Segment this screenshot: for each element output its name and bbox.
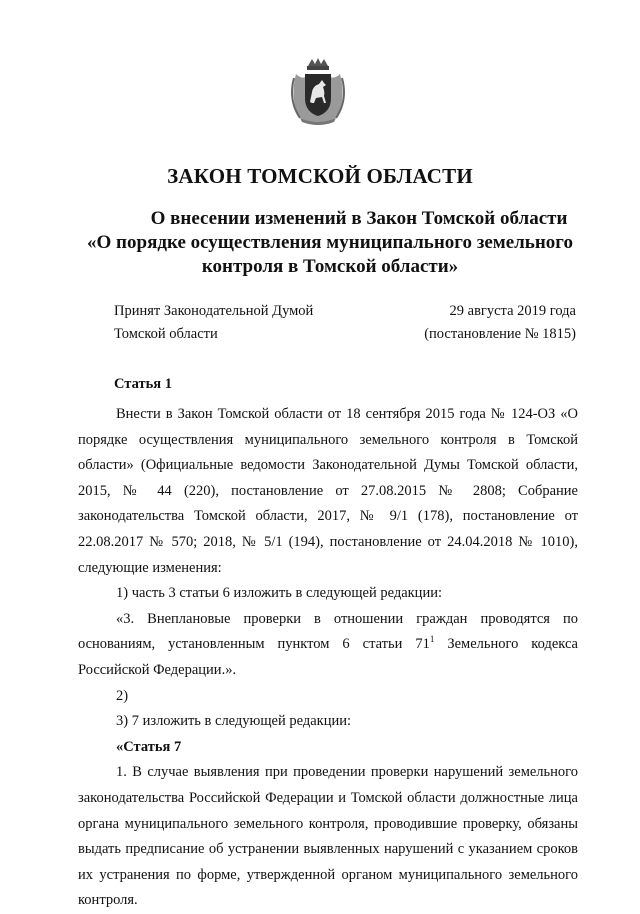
superscript: 1 [429, 634, 435, 645]
article-intro: Внести в Закон Томской области от 18 сентября 2015 года № 124-ОЗ «О порядке осуществления муниципального земельного контроля в Томской области» (Официальные ведомости Законодательной Думы Томской области, 2015, № 44 (220), постановление от 27.08.2015 № 2808; Собрание законодательства Томской области, 2017, № 9/1 (178), постановление от 22.08.2017 № 570; 2018, № 5/1 (194), постановление от 24.04.2018 № 1010), следующие изменения: [78, 406, 578, 576]
subtitle-line: О внесении изменений в Закон Томской области [150, 208, 568, 229]
adopted-by-line: Принят Законодательной Думой [114, 303, 314, 319]
subtitle-line: «О порядке осуществления муниципального земельного [87, 232, 573, 253]
article-heading: Статья 1 [114, 376, 172, 392]
quote-text: Земельного кодекса Российской Федерации.». [78, 636, 578, 678]
law-title: ЗАКОН ТОМСКОЙ ОБЛАСТИ [167, 164, 473, 188]
law-subtitle [70, 207, 590, 279]
adoption-date: 29 августа 2019 года [449, 303, 576, 319]
adoption-date-block [424, 300, 576, 346]
adoption-body [114, 300, 313, 346]
quoted-article-paragraph: 1. В случае выявления при проведении проверки нарушений земельного законодательства Российской Федерации и Томской области должностные лица органа муниципального земельного контроля, проводившие проверку, обязаны выдать предписание об устранении выявленных нарушений с указанием сроков их устранения по форме, утвержденной органом муниципального земельного контроля. [78, 764, 578, 909]
subtitle-line: контроля в Томской области» [201, 256, 459, 277]
tomsk-region-coat-of-arms-icon [288, 56, 348, 126]
amendment-quote [78, 607, 578, 684]
resolution-number: (постановление № 1815) [424, 326, 576, 342]
adopted-by-line: Томской области [114, 326, 218, 342]
article-body [78, 402, 578, 914]
quote-text: «3. Внеплановые проверки в отношении граждан проводятся по основаниям, установленным пунктом 6 статьи 71 [78, 610, 578, 653]
amendment-item: 3) 7 изложить в следующей редакции: [116, 713, 352, 730]
amendment-item: 2) [116, 687, 129, 704]
amendment-item: 1) часть 3 статьи 6 изложить в следующей редакции: [116, 585, 442, 602]
quoted-article-heading: «Статья 7 [116, 738, 182, 755]
